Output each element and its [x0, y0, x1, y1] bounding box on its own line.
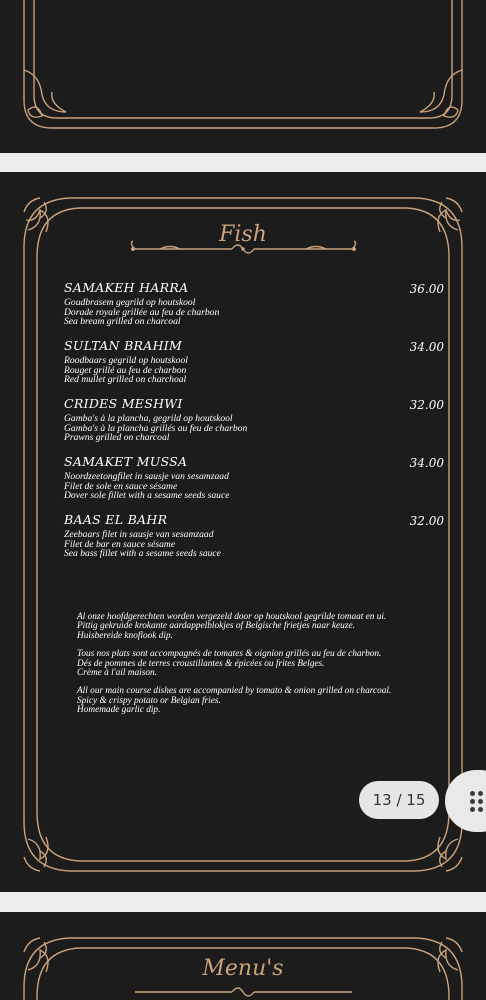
- dish-price: 34.00: [409, 340, 444, 354]
- dish-price: 32.00: [409, 398, 444, 412]
- menu-item: [64, 396, 444, 443]
- dish-name: CRIDES MESHWI: [64, 396, 183, 411]
- page-indicator: 13 / 15: [359, 781, 439, 819]
- menu-item: [64, 280, 444, 327]
- dish-name: SAMAKEH HARRA: [64, 280, 189, 295]
- dish-name: BAAS EL BAHR: [64, 512, 168, 527]
- dish-name: SULTAN BRAHIM: [64, 338, 183, 353]
- menu-item: [64, 454, 444, 501]
- dish-description: Zeebaars filet in sausje van sesamzaad Filet de bar en sauce sésame Sea bass fillet with a sesame seeds sauce: [64, 529, 221, 560]
- dish-description: Noordzeetongfilet in sausje van sesamzaad Filet de sole en sauce sésame Dover sole fillet with a sesame seeds sauce: [64, 471, 230, 502]
- menu-item: [64, 512, 444, 559]
- section-title: Menu's: [202, 956, 284, 981]
- section-title: Fish: [219, 222, 267, 247]
- grid-dots-icon: [470, 791, 484, 813]
- dish-name: SAMAKET MUSSA: [64, 454, 188, 469]
- dish-description: Gamba's à la plancha, gegrild op houtskool Gamba's à la plancha grillés au feu de charbon Prawns grilled on charcoal: [64, 413, 248, 444]
- accompaniment-notes: [77, 613, 457, 725]
- dish-price: 32.00: [409, 514, 444, 528]
- ornamental-frame: [0, 0, 486, 153]
- dish-price: 36.00: [409, 282, 444, 296]
- menu-page-next: [0, 912, 486, 1000]
- dish-description: Roodbaars gegrild op houtskool Rouget grillé au feu de charbon Red mullet grilled on charchoal: [64, 355, 188, 386]
- menu-page-previous: [0, 0, 486, 153]
- note-dutch: Al onze hoofdgerechten worden vergezeld door op houtskool gegrilde tomaat en ui. Pittig gekruide krokante aardappelblokjes of Belgische frietjes naar keuze. Huisbereide knoflook dip.: [77, 612, 387, 641]
- dish-price: 34.00: [409, 456, 444, 470]
- dish-description: Goudbrasem gegrild op houtskool Dorade royale grillée au feu de charbon Sea bream grilled on charcoal: [64, 297, 220, 328]
- note-english: All our main course dishes are accompanied by tomato & onion grilled on charcoal. Spicy & crispy potato or Belgian fries. Homemade garlic dip.: [77, 686, 392, 716]
- note-french: Tous nos plats sont accompagnés de tomates & oignion grillés au feu de charbon. Dés de pommes de terres croustillantes & épicées ou frites Belges. Crème à l'ail maison.: [77, 649, 382, 679]
- menu-item: [64, 338, 444, 385]
